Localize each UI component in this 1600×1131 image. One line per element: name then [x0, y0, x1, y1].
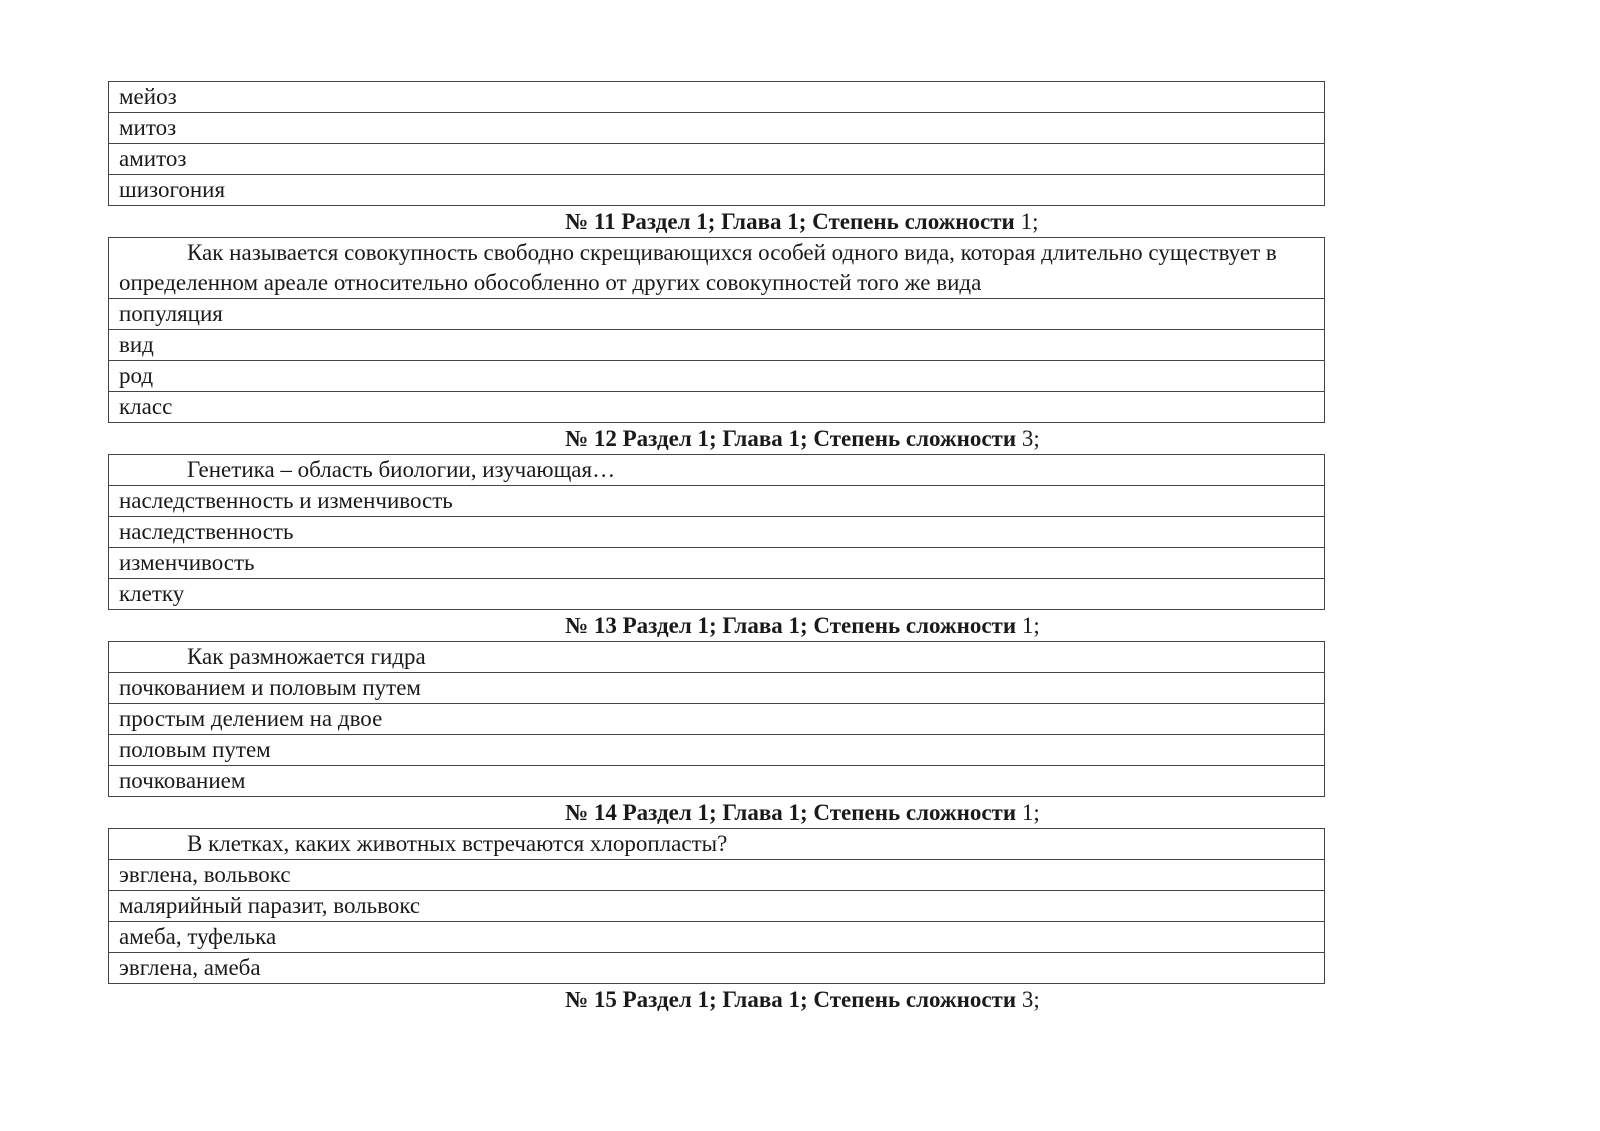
question-table-11: [108, 237, 1325, 423]
heading-label: № 15 Раздел 1; Глава 1; Степень сложности: [565, 987, 1017, 1012]
heading-label: № 13 Раздел 1; Глава 1; Степень сложности: [565, 613, 1017, 638]
answer-option: изменчивость: [109, 547, 1324, 578]
question-text: Как называется совокупность свободно скрещивающихся особей одного вида, которая длительно существует в определенном ареале относительно обособленно от других совокупностей того же вида: [119, 240, 1277, 295]
answer-option: митоз: [109, 112, 1324, 143]
document-content: [108, 81, 1325, 1015]
answer-option: амеба, туфелька: [109, 921, 1324, 952]
question-heading-11: [108, 206, 1325, 237]
question-text: В клетках, каких животных встречаются хлоропласты?: [187, 831, 728, 856]
difficulty-level: 3;: [1021, 426, 1040, 451]
question-table-13: [108, 641, 1325, 797]
question-text: Как размножается гидра: [187, 644, 426, 669]
question-table-14: [108, 828, 1325, 984]
answer-table-10: [108, 81, 1325, 206]
answer-option: почкованием и половым путем: [109, 672, 1324, 703]
difficulty-level: 1;: [1021, 613, 1040, 638]
difficulty-level: 3;: [1021, 987, 1040, 1012]
question-heading-12: [108, 423, 1325, 454]
question-heading-15: [108, 984, 1325, 1015]
question-text: Генетика – область биологии, изучающая…: [187, 457, 616, 482]
difficulty-level: 1;: [1020, 209, 1039, 234]
answer-option: шизогония: [109, 174, 1324, 205]
answer-option: вид: [109, 329, 1324, 360]
question-heading-14: [108, 797, 1325, 828]
answer-option: популяция: [109, 298, 1324, 329]
heading-label: № 12 Раздел 1; Глава 1; Степень сложности: [565, 426, 1017, 451]
answer-option: мейоз: [119, 84, 177, 109]
answer-option: почкованием: [109, 765, 1324, 796]
answer-option: малярийный паразит, вольвокс: [109, 890, 1324, 921]
answer-option: простым делением на двое: [109, 703, 1324, 734]
answer-option: эвглена, амеба: [109, 952, 1324, 983]
answer-option: половым путем: [109, 734, 1324, 765]
heading-label: № 11 Раздел 1; Глава 1; Степень сложности: [565, 209, 1015, 234]
answer-option: род: [109, 360, 1324, 391]
difficulty-level: 1;: [1021, 800, 1040, 825]
question-heading-13: [108, 610, 1325, 641]
question-table-12: [108, 454, 1325, 610]
answer-option: наследственность: [109, 516, 1324, 547]
answer-option: наследственность и изменчивость: [109, 485, 1324, 516]
answer-option: амитоз: [109, 143, 1324, 174]
answer-option: эвглена, вольвокс: [109, 859, 1324, 890]
heading-label: № 14 Раздел 1; Глава 1; Степень сложности: [565, 800, 1017, 825]
answer-option: класс: [109, 391, 1324, 422]
answer-option: клетку: [109, 578, 1324, 609]
